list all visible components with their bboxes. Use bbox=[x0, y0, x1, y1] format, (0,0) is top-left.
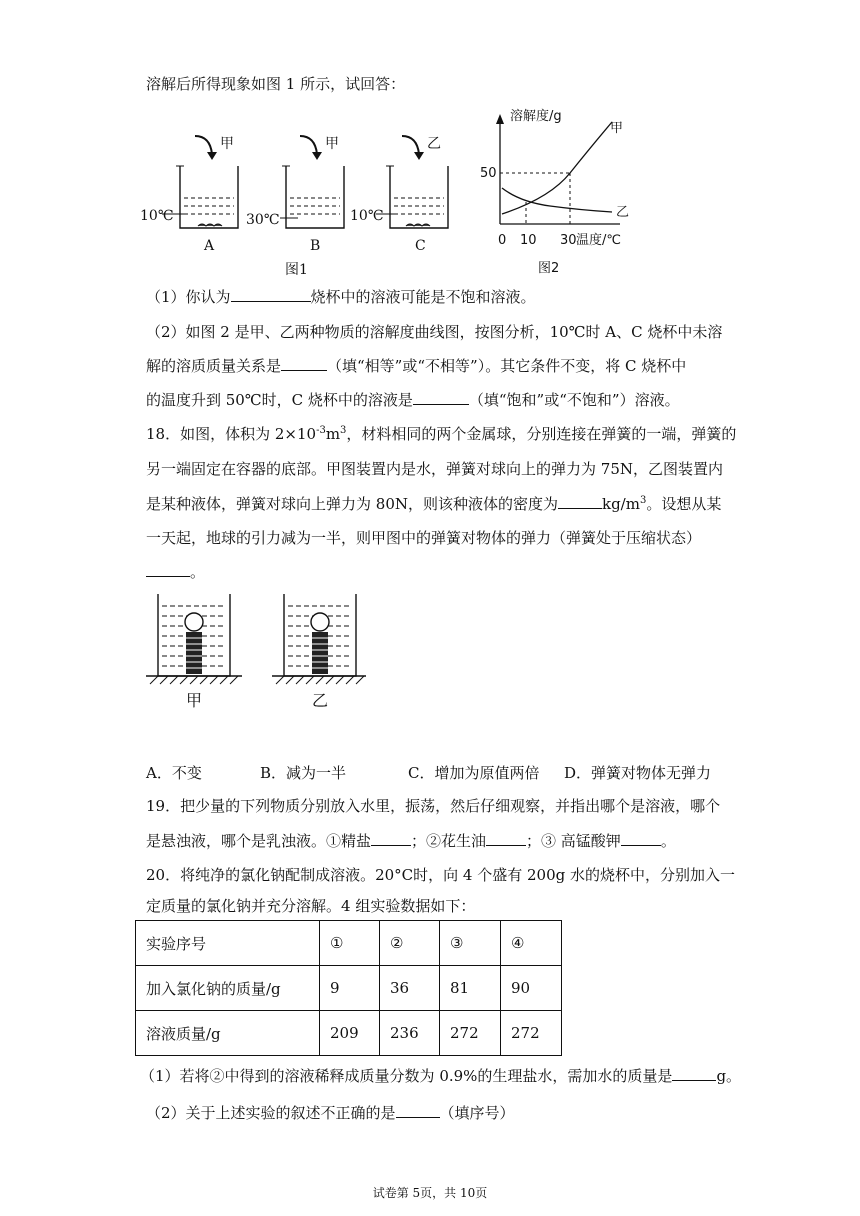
table-cell: 90 bbox=[501, 966, 562, 1011]
option-d[interactable]: D．弹簧对物体无弹力 bbox=[564, 764, 712, 782]
beaker-a-arrow-label: 甲 bbox=[220, 136, 234, 152]
q20-part1: （1）若将②中得到的溶液稀释成质量分数为 0.9%的生理盐水，需加水的质量是 g。 bbox=[140, 1067, 742, 1085]
container-jia bbox=[146, 594, 242, 710]
q20-line1: 20．将纯净的氯化钠配制成溶液。20°C时，向 4 个盛有 200g 水的烧杯中，分别加入一 bbox=[146, 866, 736, 884]
table-row bbox=[136, 921, 562, 966]
experiment-table bbox=[135, 920, 562, 1056]
table-cell: ③ bbox=[440, 921, 501, 966]
fig2-ytick-50: 50 bbox=[480, 166, 497, 181]
fig2-curve-label-yi: 乙 bbox=[616, 205, 630, 220]
option-a[interactable]: A．不变 bbox=[146, 764, 202, 782]
table-cell: 272 bbox=[440, 1011, 501, 1056]
q19-line2: 是悬浊液，哪个是乳浊液。①精盐 ；②花生油 ；③ 高锰酸钾 。 bbox=[146, 832, 676, 850]
answer-blank[interactable] bbox=[146, 562, 190, 577]
fig2-xtick-30: 30 bbox=[560, 233, 577, 248]
beaker-c bbox=[350, 136, 448, 254]
answer-blank[interactable] bbox=[621, 831, 661, 846]
fig2-ylabel: 溶解度/g bbox=[510, 109, 562, 124]
q19-line1: 19．把少量的下列物质分别放入水里，振荡，然后仔细观察，并指出哪个是溶液，哪个 bbox=[146, 797, 721, 815]
answer-blank[interactable] bbox=[486, 831, 526, 846]
table-cell: 加入氯化钠的质量/g bbox=[136, 966, 320, 1011]
beaker-c-label: C bbox=[415, 238, 426, 254]
container-jia-label: 甲 bbox=[186, 691, 203, 710]
table-cell: 9 bbox=[320, 966, 380, 1011]
fig2-xlabel: 温度/℃ bbox=[576, 233, 621, 248]
container-yi bbox=[272, 594, 366, 710]
q17-part2-line2: 解的溶质质量关系是 （填“相等”或“不相等”）。其它条件不变，将 C 烧杯中 bbox=[146, 357, 687, 375]
fig2-xtick-10: 10 bbox=[520, 233, 537, 248]
q18-line2: 另一端固定在容器的底部。甲图装置内是水，弹簧对球向上的弹力为 75N，乙图装置内 bbox=[146, 460, 723, 478]
table-cell: 81 bbox=[440, 966, 501, 1011]
table-cell: 209 bbox=[320, 1011, 380, 1056]
answer-blank[interactable] bbox=[281, 356, 327, 371]
q18-line1: 18．如图，体积为 $2\times 10^{-3}m^3$，材料相同的两个金属球，分别连接在弹簧的一端，弹簧的 bbox=[146, 425, 737, 443]
option-b[interactable]: B．减为一半 bbox=[260, 764, 347, 782]
beaker-b-label: B bbox=[310, 238, 321, 254]
intro-text: 溶解后所得现象如图 1 所示，试回答： bbox=[146, 75, 406, 93]
curve-jia bbox=[502, 122, 612, 214]
q18-line4: 一天起，地球的引力减为一半，则甲图中的弹簧对物体的弹力（弹簧处于压缩状态） bbox=[146, 529, 702, 547]
option-c[interactable]: C．增加为原值两倍 bbox=[408, 764, 540, 782]
q17-part2-line1: （2）如图 2 是甲、乙两种物质的溶解度曲线图，按图分析，10℃时 A、C 烧杯中未溶 bbox=[146, 323, 723, 341]
table-cell: 实验序号 bbox=[136, 921, 320, 966]
fig2-curve-label-jia: 甲 bbox=[610, 121, 624, 136]
table-cell: 溶液质量/g bbox=[136, 1011, 320, 1056]
container-yi-label: 乙 bbox=[312, 691, 329, 710]
q18-figure bbox=[146, 590, 366, 720]
table-row bbox=[136, 966, 562, 1011]
q18-line3: 是某种液体，弹簧对球向上弹力为 80N，则该种液体的密度为 $kg/m^3$。设想从某 bbox=[146, 495, 722, 513]
q20-line2: 定质量的氯化钠并充分溶解。4 组实验数据如下： bbox=[146, 897, 476, 915]
beaker-c-temp: 10℃ bbox=[350, 208, 384, 224]
beaker-a bbox=[140, 136, 238, 254]
table-cell: 36 bbox=[380, 966, 440, 1011]
q17-part1: （1）你认为 烧杯中的溶液可能是不饱和溶液。 bbox=[146, 288, 536, 306]
page-footer: 试卷第 5页，共 10页 bbox=[372, 1186, 488, 1200]
q20-part2: （2）关于上述实验的叙述不正确的是 （填序号） bbox=[146, 1104, 515, 1122]
answer-blank[interactable] bbox=[396, 1103, 440, 1118]
answer-blank[interactable] bbox=[413, 390, 469, 405]
beaker-b-temp: 30℃ bbox=[246, 212, 280, 228]
beaker-a-temp: 10℃ bbox=[140, 208, 174, 224]
figure-1 bbox=[140, 128, 470, 278]
beaker-c-arrow-label: 乙 bbox=[427, 136, 441, 152]
answer-blank[interactable] bbox=[558, 494, 602, 509]
table-cell: ④ bbox=[501, 921, 562, 966]
beaker-a-label: A bbox=[204, 238, 215, 254]
beaker-b bbox=[246, 136, 344, 254]
answer-blank[interactable] bbox=[371, 831, 411, 846]
table-cell: 272 bbox=[501, 1011, 562, 1056]
beaker-b-arrow-label: 甲 bbox=[325, 136, 339, 152]
q18-line5: 。 bbox=[146, 562, 205, 582]
figure-2-caption: 图2 bbox=[538, 261, 560, 276]
table-cell: ① bbox=[320, 921, 380, 966]
fig2-xtick-0: 0 bbox=[498, 233, 507, 248]
answer-blank[interactable] bbox=[231, 287, 311, 302]
figure-1-caption: 图1 bbox=[285, 262, 308, 278]
table-cell: ② bbox=[380, 921, 440, 966]
table-cell: 236 bbox=[380, 1011, 440, 1056]
table-row bbox=[136, 1011, 562, 1056]
q17-part2-line3: 的温度升到 50℃时，C 烧杯中的溶液是 （填“饱和”或“不饱和”）溶液。 bbox=[146, 391, 680, 409]
figure-2 bbox=[480, 102, 630, 278]
answer-blank[interactable] bbox=[672, 1066, 716, 1081]
